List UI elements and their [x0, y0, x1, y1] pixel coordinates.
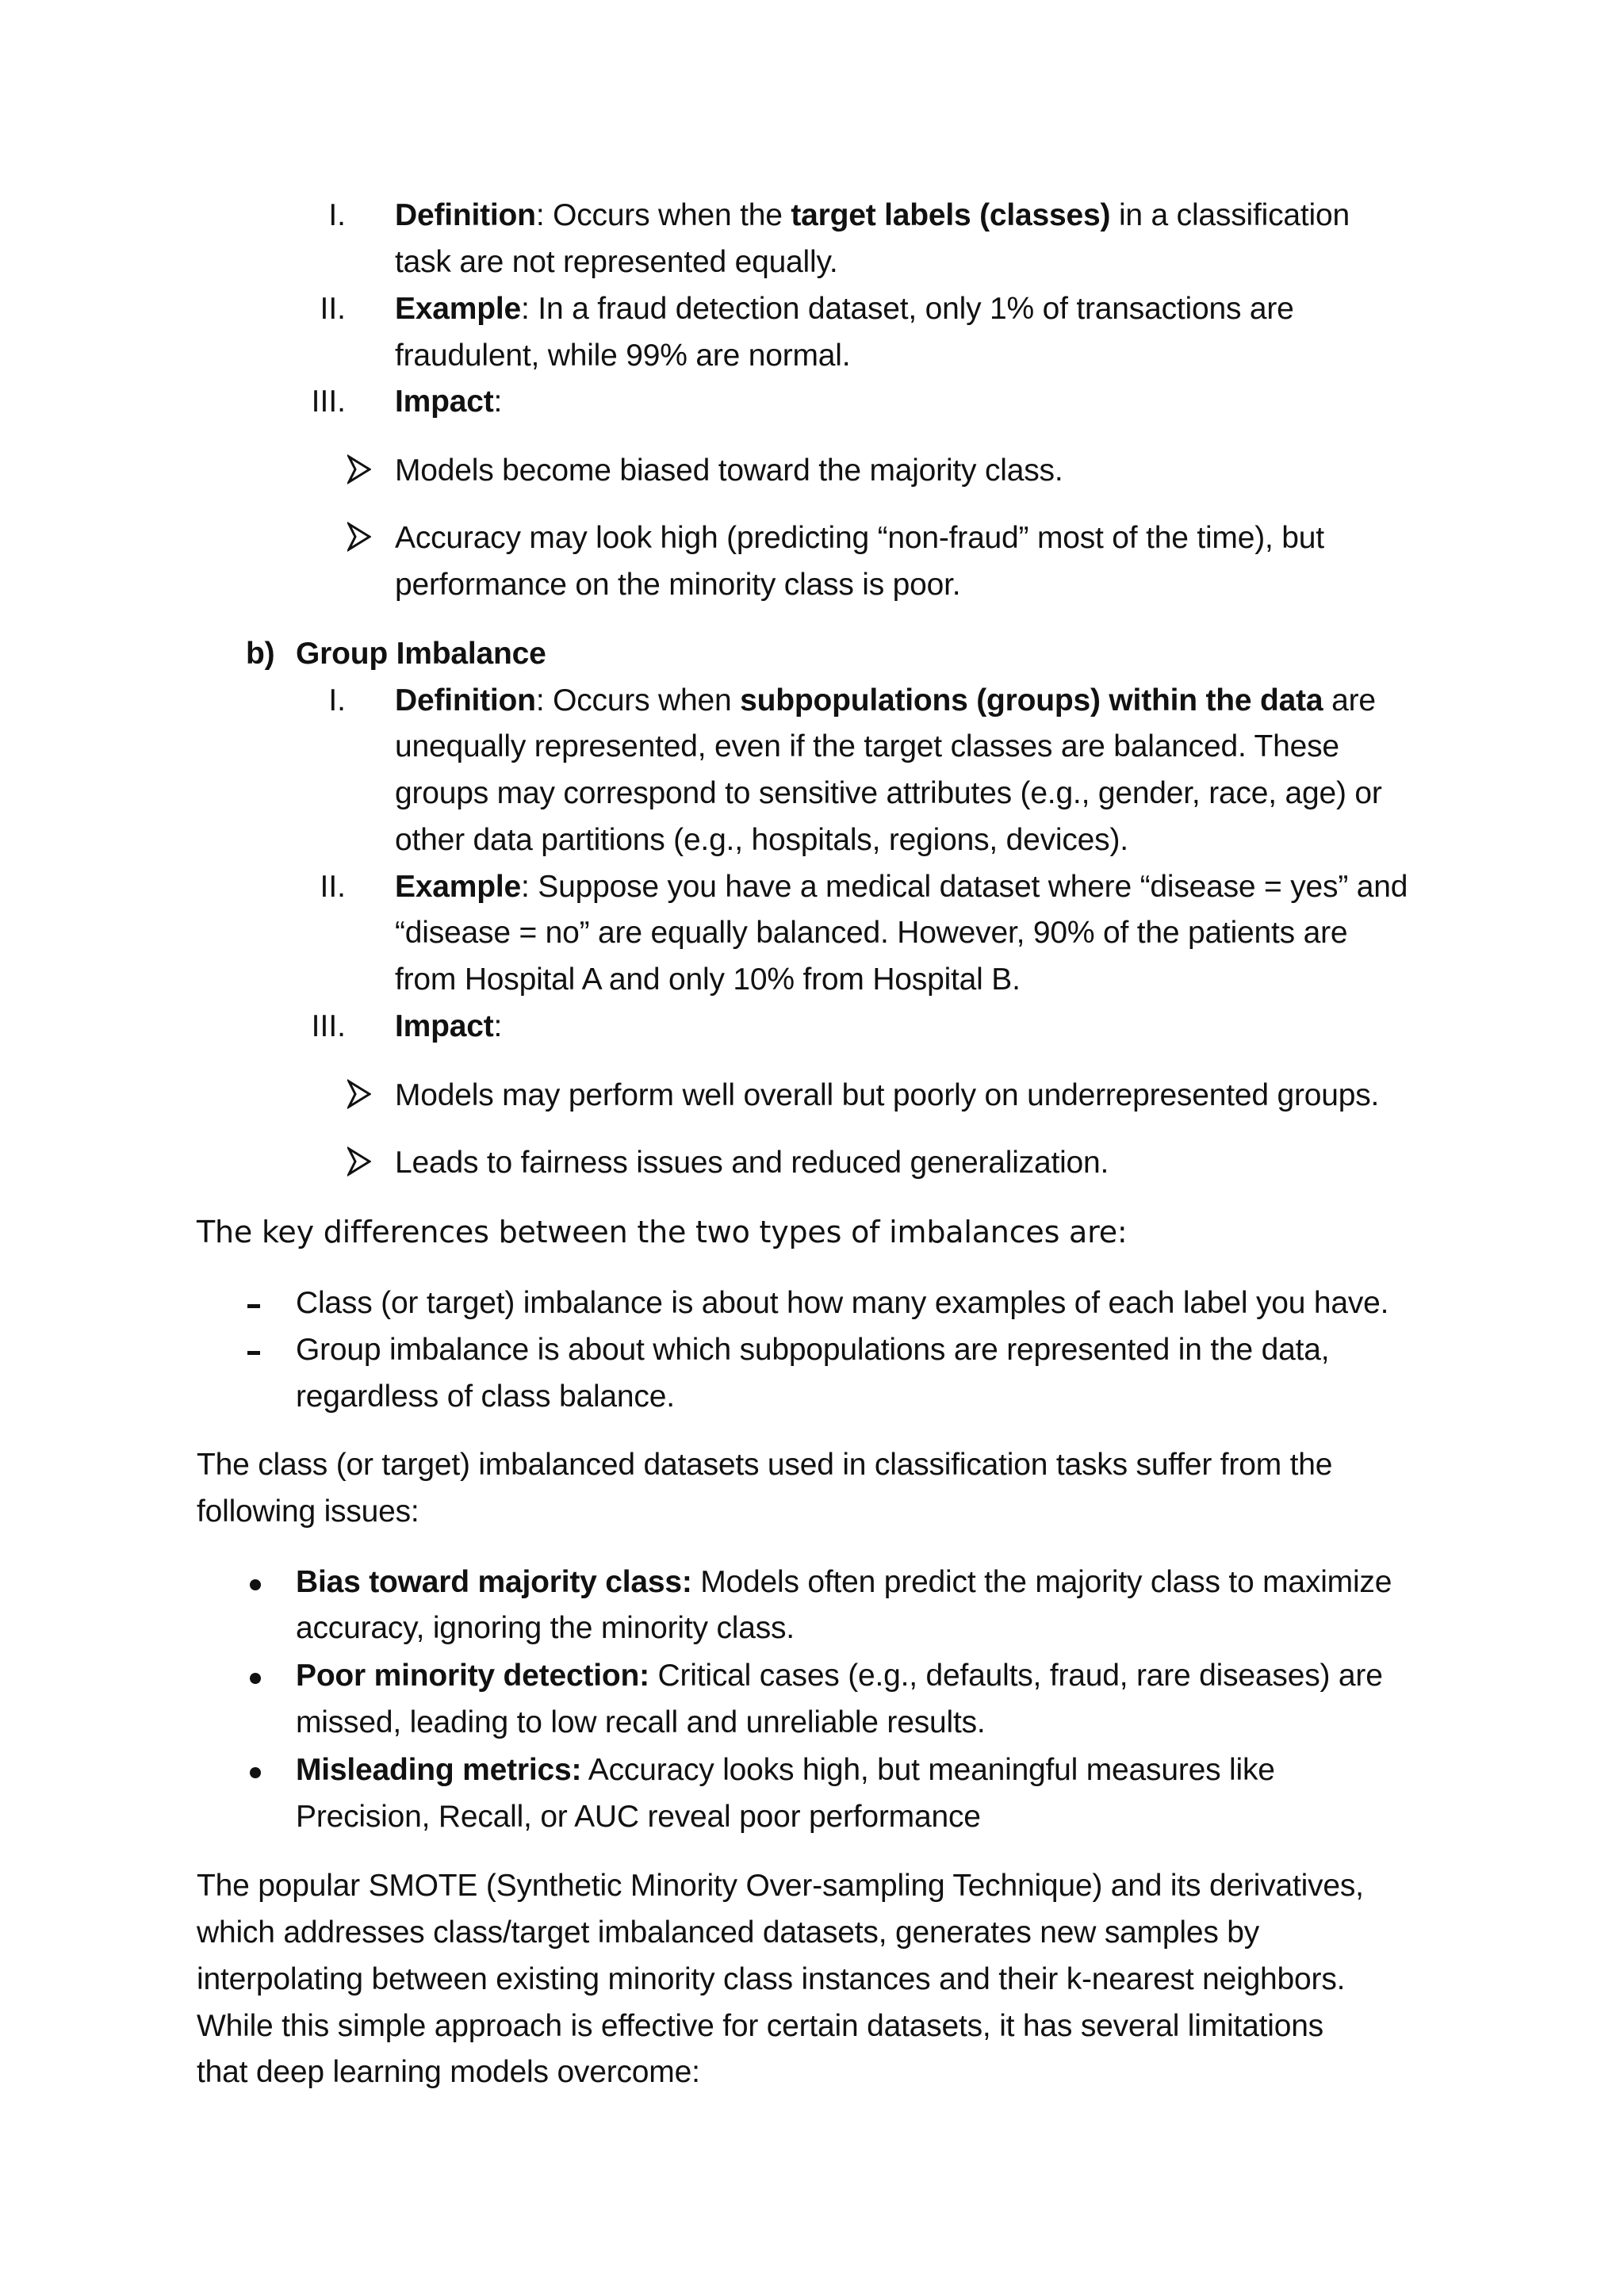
arrowhead-bullet-icon [347, 1078, 371, 1110]
issue-title: Bias toward majority class: [296, 1565, 692, 1599]
list-item: Group imbalance is about which subpopulations are represented in the data, [296, 1333, 1330, 1367]
list-item-continuation: other data partitions (e.g., hospitals, regions, devices). [395, 823, 1128, 857]
list-item-continuation: from Hospital A and only 10% from Hospital B. [395, 962, 1021, 997]
list-item: Example: In a fraud detection dataset, only 1% of transactions are [395, 292, 1294, 326]
issue-title: Misleading metrics: [296, 1753, 582, 1787]
emphasis: target labels (classes) [791, 198, 1111, 232]
heading-marker: b) [246, 637, 275, 671]
term-label: Example [395, 292, 522, 326]
term-label: Definition [395, 683, 536, 718]
arrowhead-bullet-icon [347, 1146, 371, 1177]
list-item: Example: Suppose you have a medical dataset where “disease = yes” and [395, 870, 1408, 904]
list-item: Impact: [395, 1009, 503, 1043]
list-item: Impact: [395, 385, 503, 419]
issues-intro: The class (or target) imbalanced datasets used in classification tasks suffer from the [197, 1448, 1333, 1482]
list-marker: III. [311, 1009, 346, 1043]
paragraph-line: While this simple approach is effective for certain datasets, it has several limitations [197, 2009, 1323, 2043]
differences-intro: The key differences between the two types of imbalances are: [197, 1215, 1128, 1249]
list-item-continuation: accuracy, ignoring the minority class. [296, 1611, 795, 1645]
bullet-dot-icon [250, 1579, 261, 1590]
list-item: Misleading metrics: Accuracy looks high, but meaningful measures like [296, 1753, 1275, 1787]
issues-intro-continuation: following issues: [197, 1494, 419, 1529]
arrowhead-bullet-icon [347, 453, 371, 485]
list-item: Bias toward majority class: Models often predict the majority class to maximize [296, 1565, 1392, 1599]
list-marker: III. [311, 385, 346, 419]
list-item: Definition: Occurs when subpopulations (groups) within the data are [395, 683, 1376, 718]
list-item: Leads to fairness issues and reduced generalization. [395, 1146, 1109, 1180]
emphasis: subpopulations (groups) within the data [740, 683, 1323, 718]
dash-bullet-icon [247, 1304, 260, 1308]
list-item: Models may perform well overall but poorly on underrepresented groups. [395, 1078, 1380, 1112]
list-item: Class (or target) imbalance is about how many examples of each label you have. [296, 1286, 1389, 1320]
paragraph-line: which addresses class/target imbalanced datasets, generates new samples by [197, 1915, 1260, 1950]
heading-title: Group Imbalance [296, 637, 546, 671]
list-marker: I. [328, 683, 346, 718]
list-marker: II. [320, 870, 346, 904]
term-label: Example [395, 870, 522, 904]
list-item-continuation: unequally represented, even if the target classes are balanced. These [395, 729, 1339, 763]
list-item: Poor minority detection: Critical cases (e.g., defaults, fraud, rare diseases) are [296, 1659, 1383, 1693]
bullet-dot-icon [250, 1673, 261, 1684]
list-item: Accuracy may look high (predicting “non-fraud” most of the time), but [395, 521, 1324, 555]
list-item-continuation: groups may correspond to sensitive attributes (e.g., gender, race, age) or [395, 776, 1382, 810]
dash-bullet-icon [247, 1351, 260, 1355]
list-item-continuation: missed, leading to low recall and unreliable results. [296, 1705, 986, 1739]
term-label: Definition [395, 198, 536, 232]
list-marker: I. [328, 198, 346, 232]
arrowhead-bullet-icon [347, 521, 371, 553]
list-item: Definition: Occurs when the target labels (classes) in a classification [395, 198, 1350, 232]
paragraph-line: interpolating between existing minority class instances and their k-nearest neighbors. [197, 1962, 1346, 1996]
paragraph-line: The popular SMOTE (Synthetic Minority Over-sampling Technique) and its derivatives, [197, 1869, 1364, 1903]
list-item: Models become biased toward the majority class. [395, 453, 1063, 488]
list-item-continuation: “disease = no” are equally balanced. However, 90% of the patients are [395, 916, 1348, 950]
paragraph-line: that deep learning models overcome: [197, 2055, 700, 2089]
list-item-continuation: Precision, Recall, or AUC reveal poor performance [296, 1800, 981, 1834]
term-label: Impact [395, 1009, 494, 1043]
bullet-dot-icon [250, 1767, 261, 1778]
list-item-continuation: task are not represented equally. [395, 245, 838, 279]
issue-title: Poor minority detection: [296, 1659, 649, 1693]
list-item-continuation: regardless of class balance. [296, 1380, 675, 1414]
list-marker: II. [320, 292, 346, 326]
term-label: Impact [395, 385, 494, 419]
list-item-continuation: performance on the minority class is poor. [395, 568, 961, 602]
list-item-continuation: fraudulent, while 99% are normal. [395, 339, 851, 373]
